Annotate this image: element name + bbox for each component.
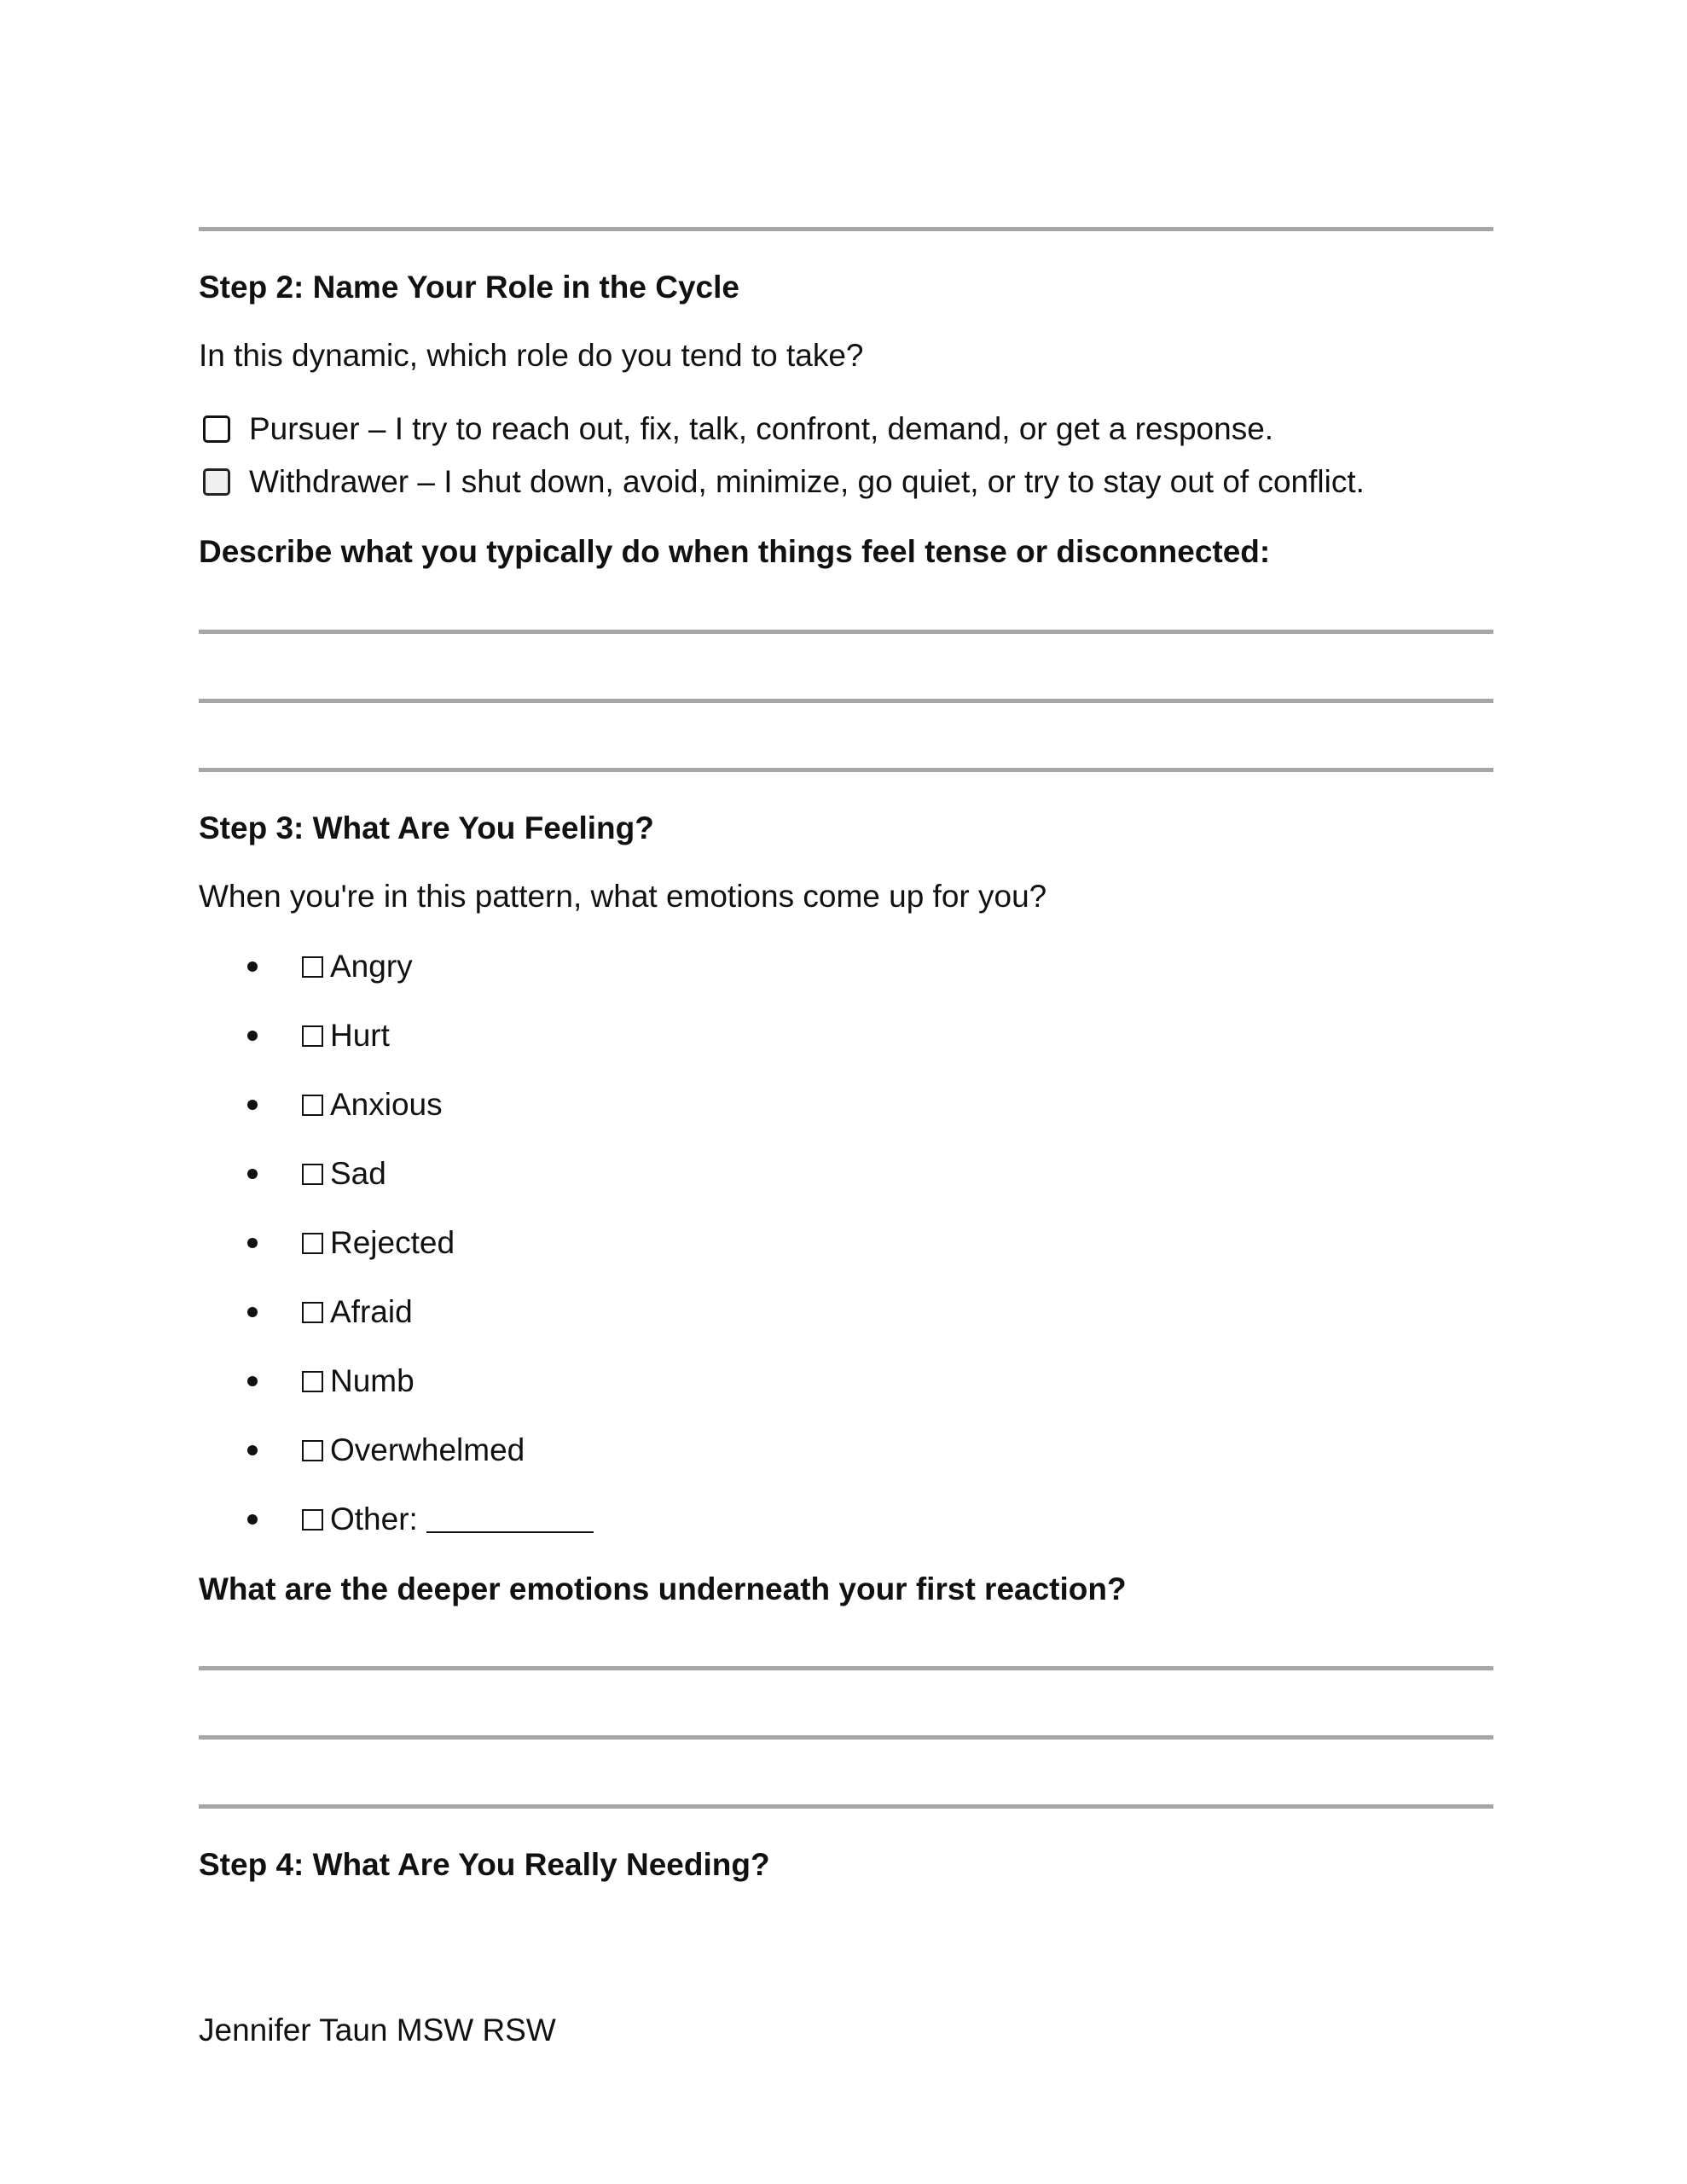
emotion-label: Numb [330,1363,415,1398]
emotion-item-overwhelmed[interactable] [247,1432,525,1469]
checkbox-icon[interactable] [302,1233,323,1254]
pursuer-checkbox[interactable] [203,415,230,443]
step2-question: In this dynamic, which role do you tend to take? [199,338,864,373]
bullet-icon [247,1445,258,1455]
emotion-item-other[interactable] [247,1501,594,1538]
emotion-label: Sad [330,1156,386,1191]
emotion-label: Afraid [330,1294,413,1329]
checkbox-icon[interactable] [302,1095,323,1116]
emotion-item-rejected[interactable] [247,1224,455,1262]
emotion-label: Overwhelmed [330,1432,525,1467]
emotion-label: Angry [330,949,413,984]
bullet-icon [247,1031,258,1041]
step2-heading: Step 2: Name Your Role in the Cycle [199,270,739,305]
top-writing-line [199,227,1493,231]
step4-heading: Step 4: What Are You Really Needing? [199,1847,770,1882]
pursuer-label: Pursuer – I try to reach out, fix, talk, confront, demand, or get a response. [249,411,1274,446]
emotion-item-angry[interactable] [247,948,413,985]
answer-line[interactable] [199,1804,1493,1809]
checkbox-icon[interactable] [302,1164,323,1185]
emotion-label: Rejected [330,1225,455,1260]
bullet-icon [247,1238,258,1248]
emotion-label: Hurt [330,1018,390,1053]
checkbox-icon[interactable] [302,956,323,978]
checkbox-icon[interactable] [302,1440,323,1461]
emotion-label: Anxious [330,1087,443,1122]
checkbox-icon[interactable] [302,1302,323,1323]
bullet-icon [247,1307,258,1317]
step3-heading: Step 3: What Are You Feeling? [199,810,654,845]
bullet-icon [247,1514,258,1525]
checkbox-icon[interactable] [302,1371,323,1392]
emotion-item-anxious[interactable] [247,1086,443,1124]
emotion-item-numb[interactable] [247,1362,415,1400]
emotion-item-afraid[interactable] [247,1293,413,1331]
withdrawer-label: Withdrawer – I shut down, avoid, minimize, go quiet, or try to stay out of conflict. [249,464,1365,499]
footer-author: Jennifer Taun MSW RSW [199,2013,556,2048]
emotion-item-sad[interactable] [247,1155,386,1193]
bullet-icon [247,961,258,972]
checkbox-icon[interactable] [302,1025,323,1047]
withdrawer-option[interactable] [203,463,1365,501]
bullet-icon [247,1100,258,1110]
pursuer-option[interactable] [203,410,1273,448]
checkbox-icon[interactable] [302,1509,323,1531]
step3-prompt: What are the deeper emotions underneath your first reaction? [199,1571,1127,1606]
answer-line[interactable] [199,699,1493,703]
other-blank-field[interactable] [426,1506,594,1533]
step2-prompt: Describe what you typically do when things feel tense or disconnected: [199,534,1271,569]
step3-question: When you're in this pattern, what emotions come up for you? [199,879,1047,914]
answer-line[interactable] [199,1735,1493,1740]
emotion-item-hurt[interactable] [247,1017,390,1054]
bullet-icon [247,1169,258,1179]
bullet-icon [247,1376,258,1386]
answer-line[interactable] [199,768,1493,772]
emotion-label: Other: [330,1502,418,1536]
answer-line[interactable] [199,630,1493,634]
withdrawer-checkbox[interactable] [203,468,230,496]
answer-line[interactable] [199,1666,1493,1670]
